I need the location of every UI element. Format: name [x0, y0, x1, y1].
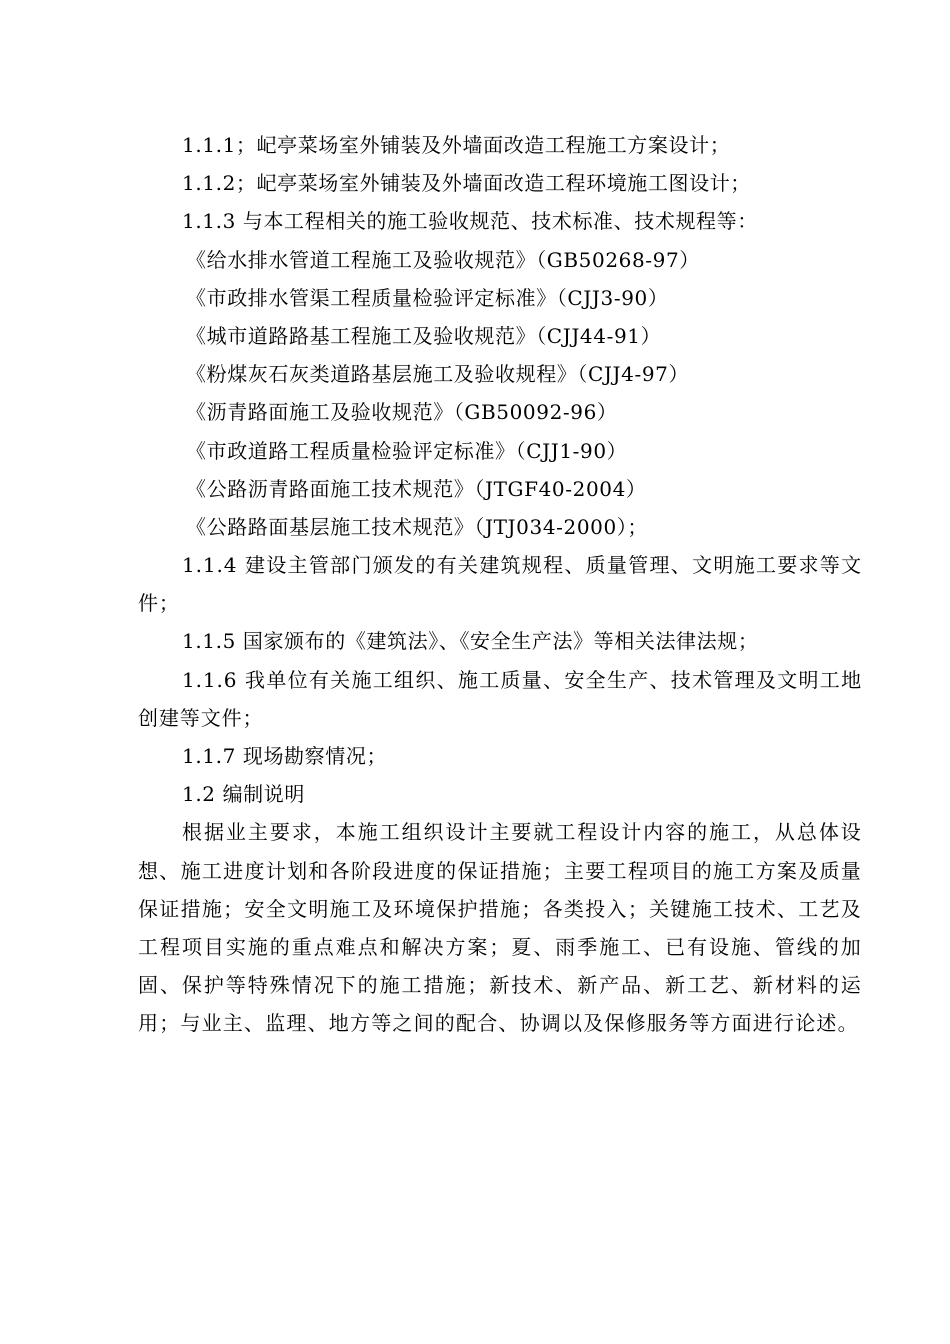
- document-body: [138, 126, 862, 1043]
- standard-item: 《粉煤灰石灰类道路基层施工及验收规程》（CJJ4-97）: [186, 362, 690, 387]
- description-paragraph: 根据业主要求，本施工组织设计主要就工程设计内容的施工，从总体设想、施工进度计划和各阶段进度的保证措施；主要工程项目的施工方案及质量保证措施；安全文明施工及环境保护措施；各类投入；关键施工技术、工艺及工程项目实施的重点难点和解决方案；夏、雨季施工、已有设施、管线的加固、保护等特殊情况下的施工措施；新技术、新产品、新工艺、新材料的运用；与业主、监理、地方等之间的配合、协调以及保修服务等方面进行论述。: [138, 820, 862, 1036]
- section-heading-1-2: 1.2 编制说明: [182, 782, 305, 807]
- standard-item: 《公路沥青路面施工技术规范》（JTGF40-2004）: [186, 476, 647, 501]
- basis-item-1-1-3: 1.1.3 与本工程相关的施工验收规范、技术标准、技术规程等：: [182, 209, 758, 234]
- standard-item: 《市政排水管渠工程质量检验评定标准》（CJJ3-90）: [186, 285, 669, 310]
- standard-item: 《给水排水管道工程施工及验收规范》（GB50268-97）: [186, 247, 700, 272]
- basis-item-1-1-2: 1.1.2；屺亭菜场室外铺装及外墙面改造工程环境施工图设计；: [182, 171, 751, 196]
- basis-item-1-1-6: 1.1.6 我单位有关施工组织、施工质量、安全生产、技术管理及文明工地创建等文件；: [138, 667, 862, 730]
- standard-item: 《城市道路路基工程施工及验收规范》（CJJ44-91）: [186, 323, 662, 348]
- standard-item: 《沥青路面施工及验收规范》（GB50092-96）: [186, 400, 618, 425]
- basis-item-1-1-4: 1.1.4 建设主管部门颁发的有关建筑规程、质量管理、文明施工要求等文件；: [138, 553, 862, 616]
- standard-item: 《公路路面基层施工技术规范》（JTJ034-2000）；: [186, 514, 649, 539]
- basis-item-1-1-1: 1.1.1；屺亭菜场室外铺装及外墙面改造工程施工方案设计；: [182, 133, 731, 157]
- basis-item-1-1-7: 1.1.7 现场勘察情况；: [182, 744, 388, 769]
- basis-item-1-1-5: 1.1.5 国家颁布的《建筑法》、《安全生产法》等相关法律法规；: [182, 629, 759, 654]
- standard-item: 《市政道路工程质量检验评定标准》（CJJ1-90）: [186, 438, 628, 463]
